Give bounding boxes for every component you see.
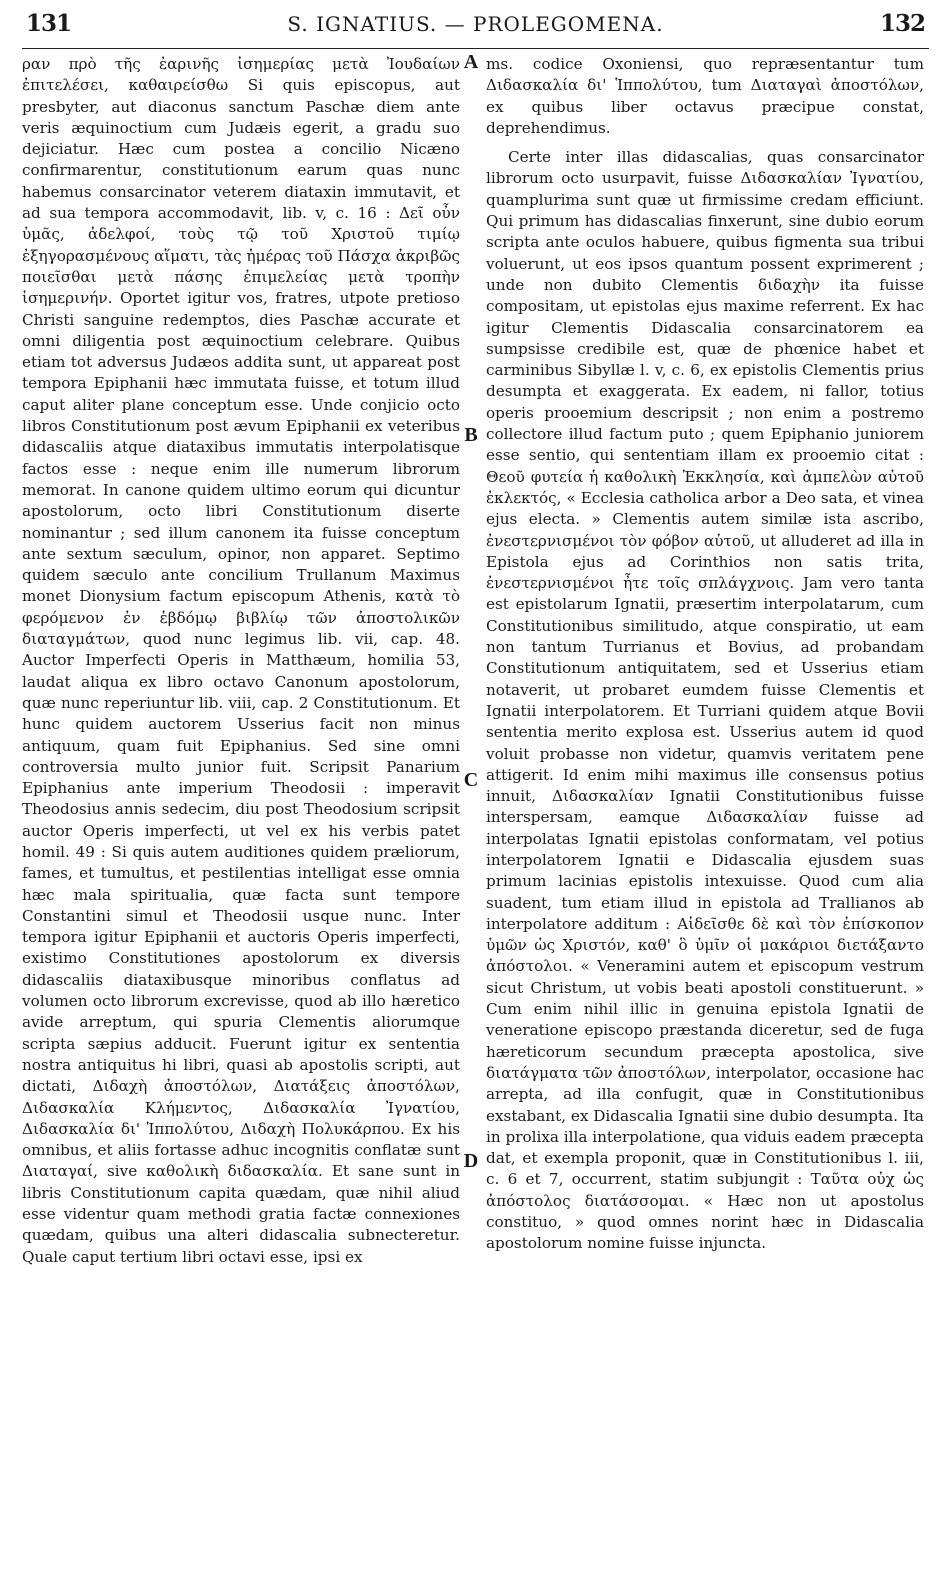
page-number-right: 132 <box>879 10 925 37</box>
page-number-left: 131 <box>26 10 72 37</box>
running-title: S. IGNATIUS. — PROLEGOMENA. <box>287 12 664 36</box>
right-column <box>486 54 924 1255</box>
left-paragraph: ραν πρὸ τῆς ἐαρινῆς ἰσημερίας μετὰ Ἰουδαίων ἐπιτελέσει, καθαιρείσθω Si quis episcopus, aut presbyter, aut diaconus sanctum Paschæ diem ante veris æquinoctium cum Judæis egerit, a gradu suo dejiciatur. Hæc cum postea a concilio Nicæno confirmarentur, constitutionum earum quas nunc habemus consarcinator veterem diataxin immutavit, et ad sua tempora accommodavit, lib. v, c. 16 : Δεῖ οὖν ὑμᾶς, ἀδελφοί, τοὺς τῷ τοῦ Χριστοῦ τιμίῳ ἐξηγορασμένους αἵματι, τὰς ἡμέρας τοῦ Πάσχα ἀκριβῶς ποιεῖσθαι μετὰ πάσης ἐπιμελείας μετὰ τροπὴν ἰσημερινήν. Oportet igitur vos, fratres, utpote pretioso Christi sanguine redemptos, dies Paschæ accurate et omni diligentia post æquinoctium celebrare. Quibus etiam tot adversus Judæos addita sunt, ut appareat post tempora Epiphanii hæc immutata fuisse, et totum illud caput aliter plane conceptum esse. Unde conjicio octo libros Constitutionum post ævum Epiphanii ex veteribus didascaliis atque diataxibus immutatis interpolatisque factos esse : neque enim ille numerum librorum memorat. In canone quidem ultimo eorum qui dicuntur apostolorum, octo libri Constitutionum diserte nominantur ; sed illum canonem ita fuisse conceptum ante sextum sæculum, opinor, non apparet. Septimo quidem sæculo ante concilium Trullanum Maximus monet Dionysium factum episcopum Athenis, κατὰ τὸ φερόμενον ἐν ἑβδόμῳ βιβλίῳ τῶν ἀποστολικῶν διαταγμάτων, quod nunc legimus lib. vii, cap. 48. Auctor Imperfecti Operis in Matthæum, homilia 53, laudat aliqua ex libro octavo Canonum apostolorum, quæ nunc reperiuntur lib. viii, cap. 2 Constitutionum. Et hunc quidem auctorem Usserius facit non minus antiquum, quam fuit Epiphanius. Sed sine omni controversia multo junior fuit. Scripsit Panarium Epiphanius ante imperium Theodosii : imperavit Theodosius annis sedecim, diu post Theodosium scripsit auctor Operis imperfecti, ut vel ex his verbis patet homil. 49 : Si quis autem auditiones quidem præliorum, fames, et tumultus, et pestilentias intelligat esse omnia hæc mala spiritualia, quæ facta sunt tempore Constantini simul et Theodosii usque nunc. Inter tempora igitur Epiphanii et auctoris Operis imperfecti, existimo Constitutiones apostolorum ex diversis didascaliis diataxibusque minoribus conflatus ad volumen octo librorum excrevisse, quod ab illo hæretico avide arreptum, qui spuria Clementis aliorumque scripta sæpius adducit. Fuerunt igitur ex sententia nostra antiquitus hi libri, quasi ab apostolis scripti, aut dictati, Διδαχὴ ἀποστόλων, Διατάξεις ἀποστόλων, Διδασκαλία Κλήμεντος, Διδασκαλία Ἰγνατίου, Διδασκαλία δι' Ἱππολύτου, Διδαχὴ Πολυκάρπου. Ex his omnibus, et aliis fortasse adhuc incognitis conflatæ sunt Διαταγαί, sive καθολικὴ διδασκαλία. Et sane sunt in libris Constitutionum capita quædam, quæ nihil aliud esse videntur quam methodi gratia factæ connexiones quædam, quibus una alteri didascalia subnecteretur. Quale caput tertium libri octavi esse, ipsi ex <box>22 55 460 1266</box>
page-header <box>0 8 951 48</box>
margin-letter-a: A <box>463 51 479 73</box>
margin-letter-c: C <box>463 769 479 791</box>
margin-letter-b: B <box>464 424 478 446</box>
right-paragraph-2: Certe inter illas didascalias, quas consarcinator librorum octo usurpavit, fuisse Διδασκαλίαν Ἰγνατίου, quamplurima sunt quæ ut firmissime credam efficiunt. Qui primum has didascalias finxerunt, sine dubio eorum scripta ante oculos habuere, quibus figmenta sua tribui voluerunt, ut eos ipsos quantum possent exprimerent ; unde non dubito Clementis διδαχὴν ita fuisse compositam, ut epistolas ejus maxime referrent. Ex hac igitur Clementis Didascalia consarcinatorem ea sumpsisse credibile est, quæ de phœnice habet et carminibus Sibyllæ l. v, c. 6, ex epistolis Clementis prius desumpta et exaggerata. Ex eadem, ni fallor, totius operis prooemium descripsit ; non enim a postremo collectore illud factum puto ; quem Epiphanio juniorem esse sentio, qui sententiam illam ex prooemio citat : Θεοῦ φυτεία ἡ καθολικὴ Ἐκκλησία, καὶ ἀμπελὼν αὐτοῦ ἐκλεκτός, « Ecclesia catholica arbor a Deo sata, et vinea ejus electa. » Clementis autem similæ ista ascribo, ἐνεστερνισμένοι τὸν φόβον αὐτοῦ, ut alluderet ad illa in Epistola ejus ad Corinthios non satis trita, ἐνεστερνισμένοι ἦτε τοῖς σπλάγχνοις. Jam vero tanta est epistolarum Ignatii, præsertim interpolatarum, cum Constitutionibus similitudo, atque conspiratio, ut eam non tantum Turrianus et Bovius, ad probandam Constitutionum antiquitatem, sed et Usserius etiam notaverit, ut probaret eumdem fuisse Clementis et Ignatii interpolatorem. Et Turriani quidem atque Bovii sententia merito explosa est. Usserius autem id quod voluit probasse non videtur, quamvis veritatem pene attigerit. Id enim mihi maximus ille consensus potius innuit, Διδασκαλίαν Ignatii Constitutionibus fuisse interspersam, eamque Διδασκαλίαν fuisse ad interpolatas Ignatii epistolas conformatam, vel potius interpolatorem Ignatii e Didascalia ejusdem suas primum lacinias epistolis intexuisse. Quod cum alia suadent, tum etiam illud in epistola ad Trallianos ab interpolatore additum : Αἰδεῖσθε δὲ καὶ τὸν ἐπίσκοπον ὑμῶν ὡς Χριστόν, καθ' ὃ ὑμῖν οἱ μακάριοι διετάξαντο ἀπόστολοι. « Veneramini autem et episcopum vestrum sicut Christum, ut vobis beati apostoli constituerunt. » Cum enim nihil illic in genuina epistola Ignatii de veneratione episcopo præstanda diceretur, sed de fuga hæreticorum secundum præcepta apostolica, sive διατάγματα τῶν ἀποστόλων, interpolator, occasione hac arrepta, ad illa confugit, quæ in Constitutionibus exstabant, ex Didascalia Ignatii sine dubio desumpta. Ita in prolixa illa interpolatione, qua viduis eadem præcepta dat, et exempla proponit, quæ in Constitutionibus l. iii, c. 6 et 7, occurrent, statim subjungit : Ταῦτα οὐχ ὡς ἀπόστολος διατάσσομαι. « Hæc non ut apostolus constituo, » quod omnes norint hæc in Didascalia apostolorum nomine fuisse injuncta. <box>486 148 924 1253</box>
right-paragraph-1: ms. codice Oxoniensi, quo repræsentantur tum Διδασκαλία δι' Ἱππολύτου, tum Διαταγαὶ ἀποστόλων, ex quibus liber octavus præcipue constat, deprehendimus. <box>486 55 924 137</box>
margin-letter-d: D <box>463 1150 479 1172</box>
header-rule <box>22 48 929 49</box>
left-column <box>22 54 460 1268</box>
